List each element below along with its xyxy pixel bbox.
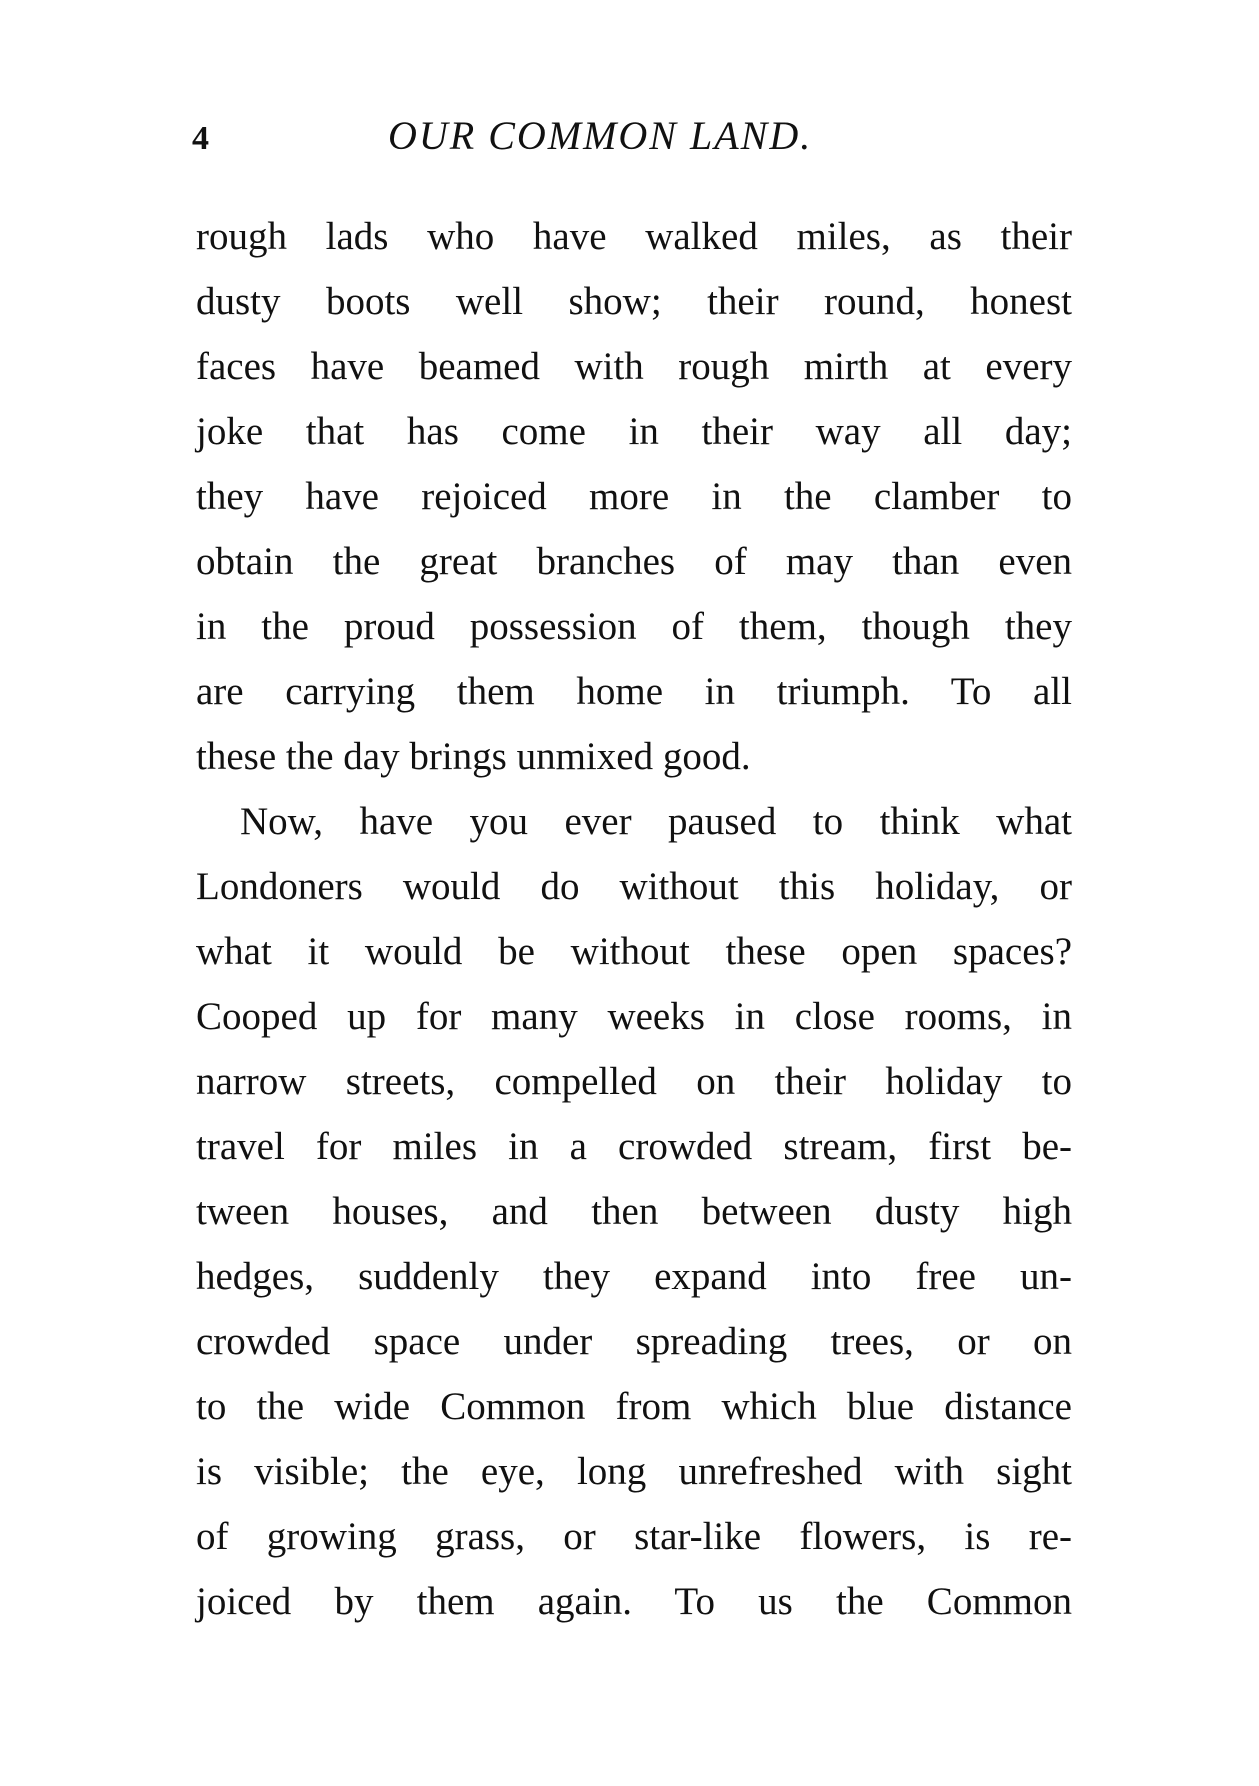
text-line: obtain the great branches of may than even bbox=[196, 540, 1072, 583]
text-line: crowded space under spreading trees, or on bbox=[196, 1320, 1072, 1363]
text-line: what it would be without these open spaces? bbox=[196, 930, 1072, 973]
text-line: narrow streets, compelled on their holiday to bbox=[196, 1060, 1072, 1103]
text-line: these the day brings unmixed good. bbox=[196, 735, 751, 778]
text-line: Londoners would do without this holiday, or bbox=[196, 865, 1072, 908]
running-title: OUR COMMON LAND. bbox=[388, 113, 813, 158]
running-head bbox=[192, 112, 1072, 162]
text-line: joiced by them again. To us the Common bbox=[196, 1580, 1072, 1623]
text-line: rough lads who have walked miles, as their bbox=[196, 215, 1072, 258]
text-line: Cooped up for many weeks in close rooms, in bbox=[196, 995, 1072, 1038]
text-line: faces have beamed with rough mirth at every bbox=[196, 345, 1072, 388]
text-line: joke that has come in their way all day; bbox=[196, 410, 1072, 453]
text-line: travel for miles in a crowded stream, first be- bbox=[196, 1125, 1072, 1168]
text-line: Now, have you ever paused to think what bbox=[240, 800, 1072, 843]
text-line: they have rejoiced more in the clamber to bbox=[196, 475, 1072, 518]
text-line: is visible; the eye, long unrefreshed with sight bbox=[196, 1450, 1072, 1493]
text-line: of growing grass, or star-like flowers, is re- bbox=[196, 1515, 1072, 1558]
text-line: are carrying them home in triumph. To all bbox=[196, 670, 1072, 713]
text-line: hedges, suddenly they expand into free un- bbox=[196, 1255, 1072, 1298]
text-line: in the proud possession of them, though they bbox=[196, 605, 1072, 648]
body-text bbox=[196, 204, 1072, 1634]
text-line: to the wide Common from which blue distance bbox=[196, 1385, 1072, 1428]
page-number: 4 bbox=[192, 120, 209, 157]
paragraph-2 bbox=[196, 789, 1072, 1634]
paragraph-1 bbox=[196, 204, 1072, 789]
text-line: dusty boots well show; their round, honest bbox=[196, 280, 1072, 323]
text-line: tween houses, and then between dusty high bbox=[196, 1190, 1072, 1233]
